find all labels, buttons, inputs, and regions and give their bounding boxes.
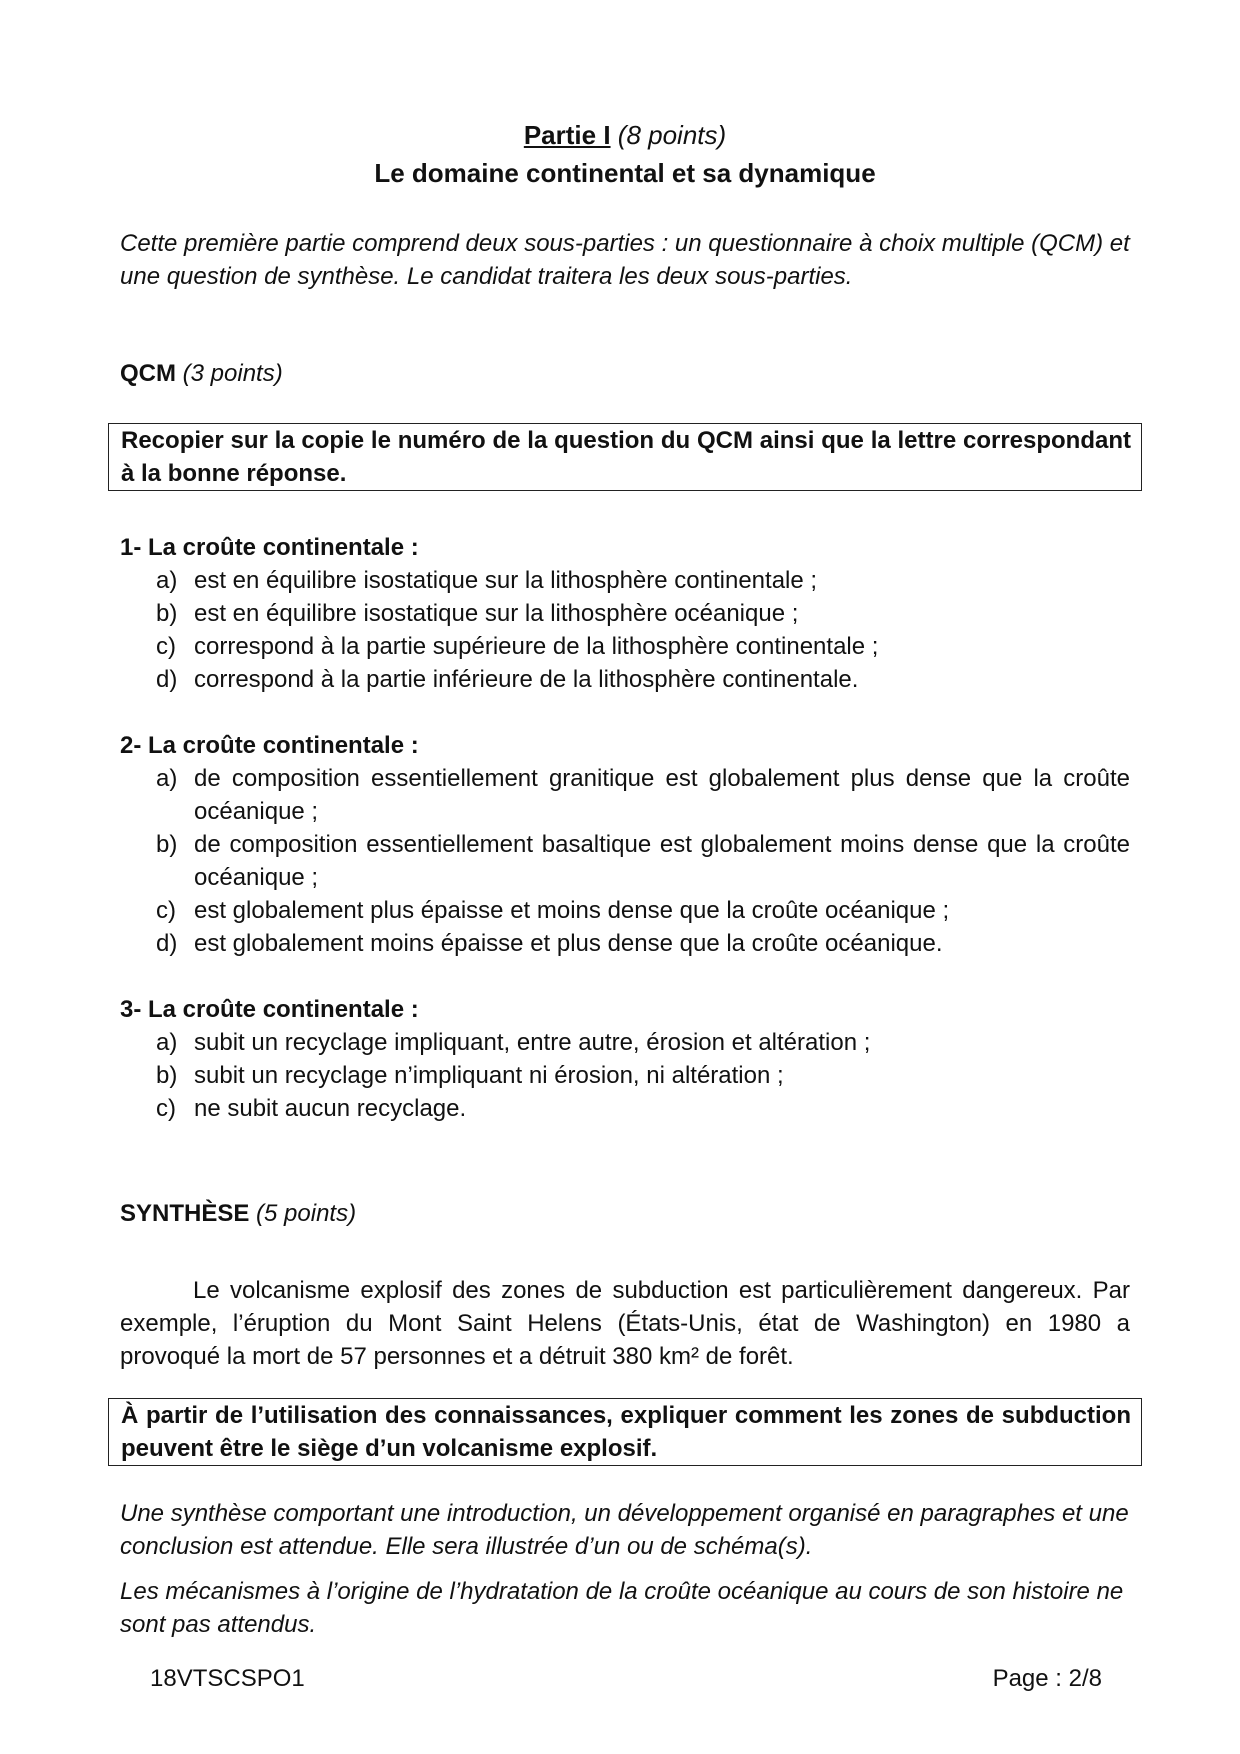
synthese-note-2: Les mécanismes à l’origine de l’hydratation de la croûte océanique au cours de son histoire ne sont pas attendus. <box>120 1578 1124 1638</box>
option-b <box>120 828 1130 894</box>
option-d <box>120 663 1130 696</box>
option-letter: b) <box>156 600 178 627</box>
option-text: correspond à la partie supérieure de la lithosphère continentale ; <box>194 633 879 660</box>
option-text: subit un recyclage n’impliquant ni érosion, ni altération ; <box>194 1062 784 1089</box>
synthese-points: (5 points) <box>256 1200 357 1227</box>
part-points: (8 points) <box>617 120 727 150</box>
option-b <box>120 597 1130 630</box>
option-c <box>120 630 1130 663</box>
option-letter: d) <box>156 930 178 957</box>
qcm-title: QCM <box>120 360 176 387</box>
option-letter: a) <box>156 567 178 594</box>
option-text: de composition essentiellement basaltique est globalement moins dense que la croûte océanique ; <box>194 831 1130 891</box>
option-text: est en équilibre isostatique sur la lithosphère océanique ; <box>194 600 799 627</box>
options-list <box>120 564 1130 696</box>
question-2 <box>120 729 1130 960</box>
option-c <box>120 894 1130 927</box>
option-text: subit un recyclage impliquant, entre autre, érosion et altération ; <box>194 1029 871 1056</box>
option-letter: d) <box>156 666 178 693</box>
option-text: ne subit aucun recyclage. <box>194 1095 467 1122</box>
title-block <box>120 116 1130 192</box>
option-a <box>120 762 1130 828</box>
option-a <box>120 1026 1130 1059</box>
option-text: est globalement moins épaisse et plus dense que la croûte océanique. <box>194 930 943 957</box>
synthese-instruction-box: À partir de l’utilisation des connaissances, expliquer comment les zones de subduction peuvent être le siège d’un volcanisme explosif. <box>108 1398 1142 1466</box>
option-text: correspond à la partie inférieure de la lithosphère continentale. <box>194 666 859 693</box>
synthese-context: Le volcanisme explosif des zones de subduction est particulièrement dangereux. Par exemple, l’éruption du Mont Saint Helens (États-Unis, état de Washington) en 1980 a provoqué la mort de 57 personnes et a détruit 380 km² de forêt. <box>120 1277 1130 1370</box>
question-title: 1- La croûte continentale : <box>120 534 419 561</box>
exam-code: 18VTSCSPO1 <box>150 1665 305 1692</box>
option-letter: a) <box>156 765 178 792</box>
option-letter: b) <box>156 1062 178 1089</box>
question-title: 2- La croûte continentale : <box>120 732 419 759</box>
option-text: de composition essentiellement granitique est globalement plus dense que la croûte océanique ; <box>194 765 1130 825</box>
option-letter: b) <box>156 831 178 858</box>
option-letter: a) <box>156 1029 178 1056</box>
part-label: Partie I <box>523 120 611 150</box>
question-1 <box>120 531 1130 696</box>
option-letter: c) <box>156 897 176 924</box>
option-b <box>120 1059 1130 1092</box>
qcm-instruction-box: Recopier sur la copie le numéro de la question du QCM ainsi que la lettre correspondant à la bonne réponse. <box>108 423 1142 491</box>
qcm-points: (3 points) <box>182 360 283 387</box>
page-number: Page : 2/8 <box>992 1665 1102 1692</box>
question-3 <box>120 993 1130 1125</box>
option-a <box>120 564 1130 597</box>
synthese-note-1: Une synthèse comportant une introduction, un développement organisé en paragraphes et une conclusion est attendue. Elle sera illustrée d’un ou de schéma(s). <box>120 1500 1129 1560</box>
question-title: 3- La croûte continentale : <box>120 996 419 1023</box>
options-list <box>120 762 1130 960</box>
option-letter: c) <box>156 1095 176 1122</box>
part-subtitle: Le domaine continental et sa dynamique <box>374 158 876 188</box>
options-list <box>120 1026 1130 1125</box>
option-letter: c) <box>156 633 176 660</box>
option-c <box>120 1092 1130 1125</box>
qcm-heading <box>120 357 283 390</box>
option-d <box>120 927 1130 960</box>
option-text: est en équilibre isostatique sur la lithosphère continentale ; <box>194 567 818 594</box>
synthese-title: SYNTHÈSE <box>120 1200 250 1227</box>
intro-paragraph: Cette première partie comprend deux sous-parties : un questionnaire à choix multiple (QCM) et une question de synthèse. Le candidat traitera les deux sous-parties. <box>120 230 1130 290</box>
option-text: est globalement plus épaisse et moins dense que la croûte océanique ; <box>194 897 950 924</box>
part-heading <box>120 116 1130 154</box>
synthese-heading <box>120 1197 356 1230</box>
exam-page <box>120 0 1130 1754</box>
